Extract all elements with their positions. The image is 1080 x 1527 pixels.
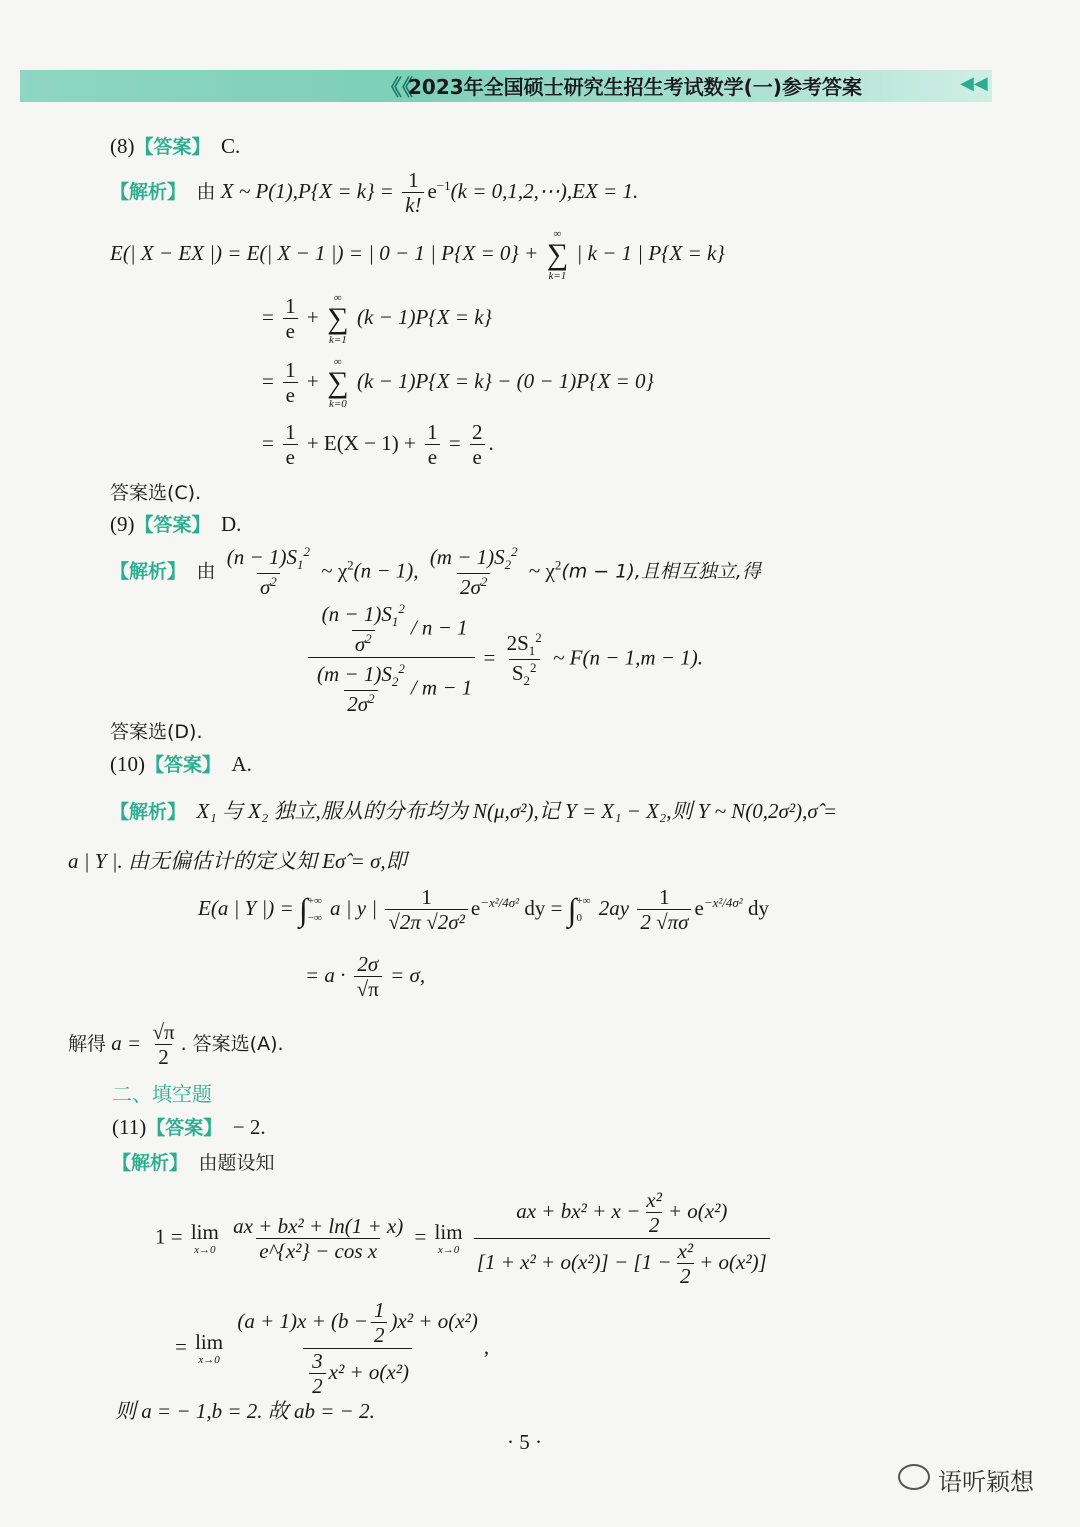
q11-limit2: = lim x→0 (a + 1)x + (b − $\frac{1}{2}$ )x² + o(x²) $\frac{3}{2}$ x² + o(x²) , xyxy=(175,1298,490,1399)
q11-limit1: 1 = lim x→0 $\frac{\text{ax + bx² + ln(1 + x)}}{\text{e\textasciicircum{}\{x²\} − cos x}}$ = lim x→0 ax + bx² + x − $\frac{\text{x²}}{2}$ + o(x²) [1 + x² + o(x²)] − [1 − $\frac{\text{x²}}{2}$ + o(x²)] xyxy=(155,1188,773,1290)
q9-f-ratio: $\frac{(n - 1)S_1^2}{\sigma^2}$ / n − 1 $\frac{(m - 1)S_2^2}{2\sigma^2}$ / m − 1 = $\frac{2S_1^2}{S_2^2}$ ~ F(n − 1,m − 1). xyxy=(305,602,703,718)
q11-answer-line: (11)【答案】 − 2. xyxy=(112,1115,266,1139)
q9-answer-line: (9)【答案】 D. xyxy=(110,512,242,536)
q10-integral: E(a | Y |) = ∫ +∞ −∞ a | y | $\frac{1}{\text{√2π √2σ²}}$ $e^{-x^2/4\sigma^2}$ dy = ∫ +∞ 0 2ay $\frac{1}{2 √\pi\sigma}$ $e^{-x^2/4\sigma^2}$ dy xyxy=(198,885,769,935)
q10-solution: 解得 a = $\frac{√\pi}{2}$ . 答案选(A). xyxy=(68,1020,284,1070)
q8-final: 答案选(C). xyxy=(110,482,202,504)
q8-step1: = $\frac{1}{e}$ + ∞ ∑ k=1 (k − 1)P{X = k} xyxy=(262,292,492,347)
header-left-chevron-icon: 《《 xyxy=(380,76,414,101)
q8-analysis-line1: 【解析】 由 X ~ P(1),P{X = k} = $\frac{1}{k!}$ $e^{-1}(k$ = 0,1,2,⋯),EX = 1. xyxy=(110,168,639,218)
q10-result: = a · $\frac{2\sigma}{√\pi}$ = σ, xyxy=(305,952,426,1002)
wechat-icon xyxy=(898,1464,930,1490)
section-title: 二、填空题 xyxy=(112,1082,212,1106)
header-title: 2023年全国硕士研究生招生考试数学(一)参考答案 xyxy=(408,75,862,99)
q10-answer-line: (10)【答案】 A. xyxy=(110,752,252,776)
q9-analysis-line1: 【解析】 由 $\frac{(n - 1)S_1^2}{\sigma^2}$ ~ $\chi^2(n - 1)$, $\frac{(m - 1)S_2^2}{2\sigma^2}$ ~ $\chi^2(m - 1)$,且相互独立,得 xyxy=(110,544,761,600)
header-right-arrow-icon: ◀◀ xyxy=(960,73,988,94)
q10-analysis-line2: a | Y |. 由无偏估计的定义知 Eσ̂ = σ,即 xyxy=(68,849,407,873)
page-number: · 5 · xyxy=(507,1430,542,1454)
watermark: 语听颖想 xyxy=(938,1468,1034,1496)
q9-final: 答案选(D). xyxy=(110,721,203,743)
q8-step3: = $\frac{1}{e}$ + E(X − 1) + $\frac{1}{e}$ = $\frac{2}{e}$ . xyxy=(262,420,494,470)
q10-analysis-line1: 【解析】 X₁ 与 X₂ 独立,服从的分布均为 N(μ,σ²),记 Y = X₁ − X₂,则 Y ~ N(0,2σ²),σ̂ = xyxy=(110,799,838,823)
q8-answer-line: (8)【答案】 C. xyxy=(110,134,241,158)
q11-analysis-line1: 【解析】 由题设知 xyxy=(112,1152,275,1174)
q8-step2: = $\frac{1}{e}$ + ∞ ∑ k=0 (k − 1)P{X = k} − (0 − 1)P{X = 0} xyxy=(262,356,654,411)
q8-expectation-line: E(| X − EX |) = E(| X − 1 |) = | 0 − 1 | P{X = 0} + ∞ ∑ k=1 | k − 1 | P{X = k} xyxy=(110,228,725,283)
q11-conclusion: 则 a = − 1,b = 2. 故 ab = − 2. xyxy=(115,1399,375,1423)
